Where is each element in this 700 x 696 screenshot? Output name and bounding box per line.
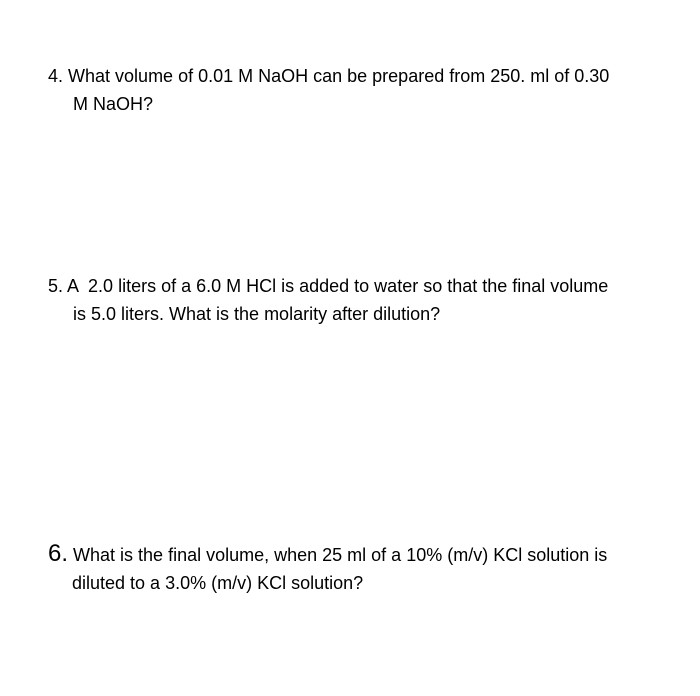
question-4-line-1 [48, 62, 668, 90]
question-6-line-1 [48, 540, 668, 569]
question-5-text-line-2: is 5.0 liters. What is the molarity after dilution? [73, 304, 441, 324]
question-5-number: 5. [48, 276, 64, 296]
question-4-text-line-2: M NaOH? [73, 94, 154, 114]
question-5-text-line-1: A 2.0 liters of a 6.0 M HCl is added to water so that the final volume [67, 276, 609, 296]
question-5-line-1 [48, 272, 668, 300]
question-6-text-line-1: What is the final volume, when 25 ml of a 10% (m/v) KCl solution is [73, 545, 608, 565]
question-4-number: 4. [48, 66, 64, 86]
question-6-number: 6. [48, 540, 69, 567]
question-6 [48, 540, 668, 597]
question-4-text-line-1: What volume of 0.01 M NaOH can be prepared from 250. ml of 0.30 [68, 66, 610, 86]
question-5 [48, 272, 668, 328]
question-6-text-line-2: diluted to a 3.0% (m/v) KCl solution? [72, 573, 364, 593]
question-4 [48, 62, 668, 118]
